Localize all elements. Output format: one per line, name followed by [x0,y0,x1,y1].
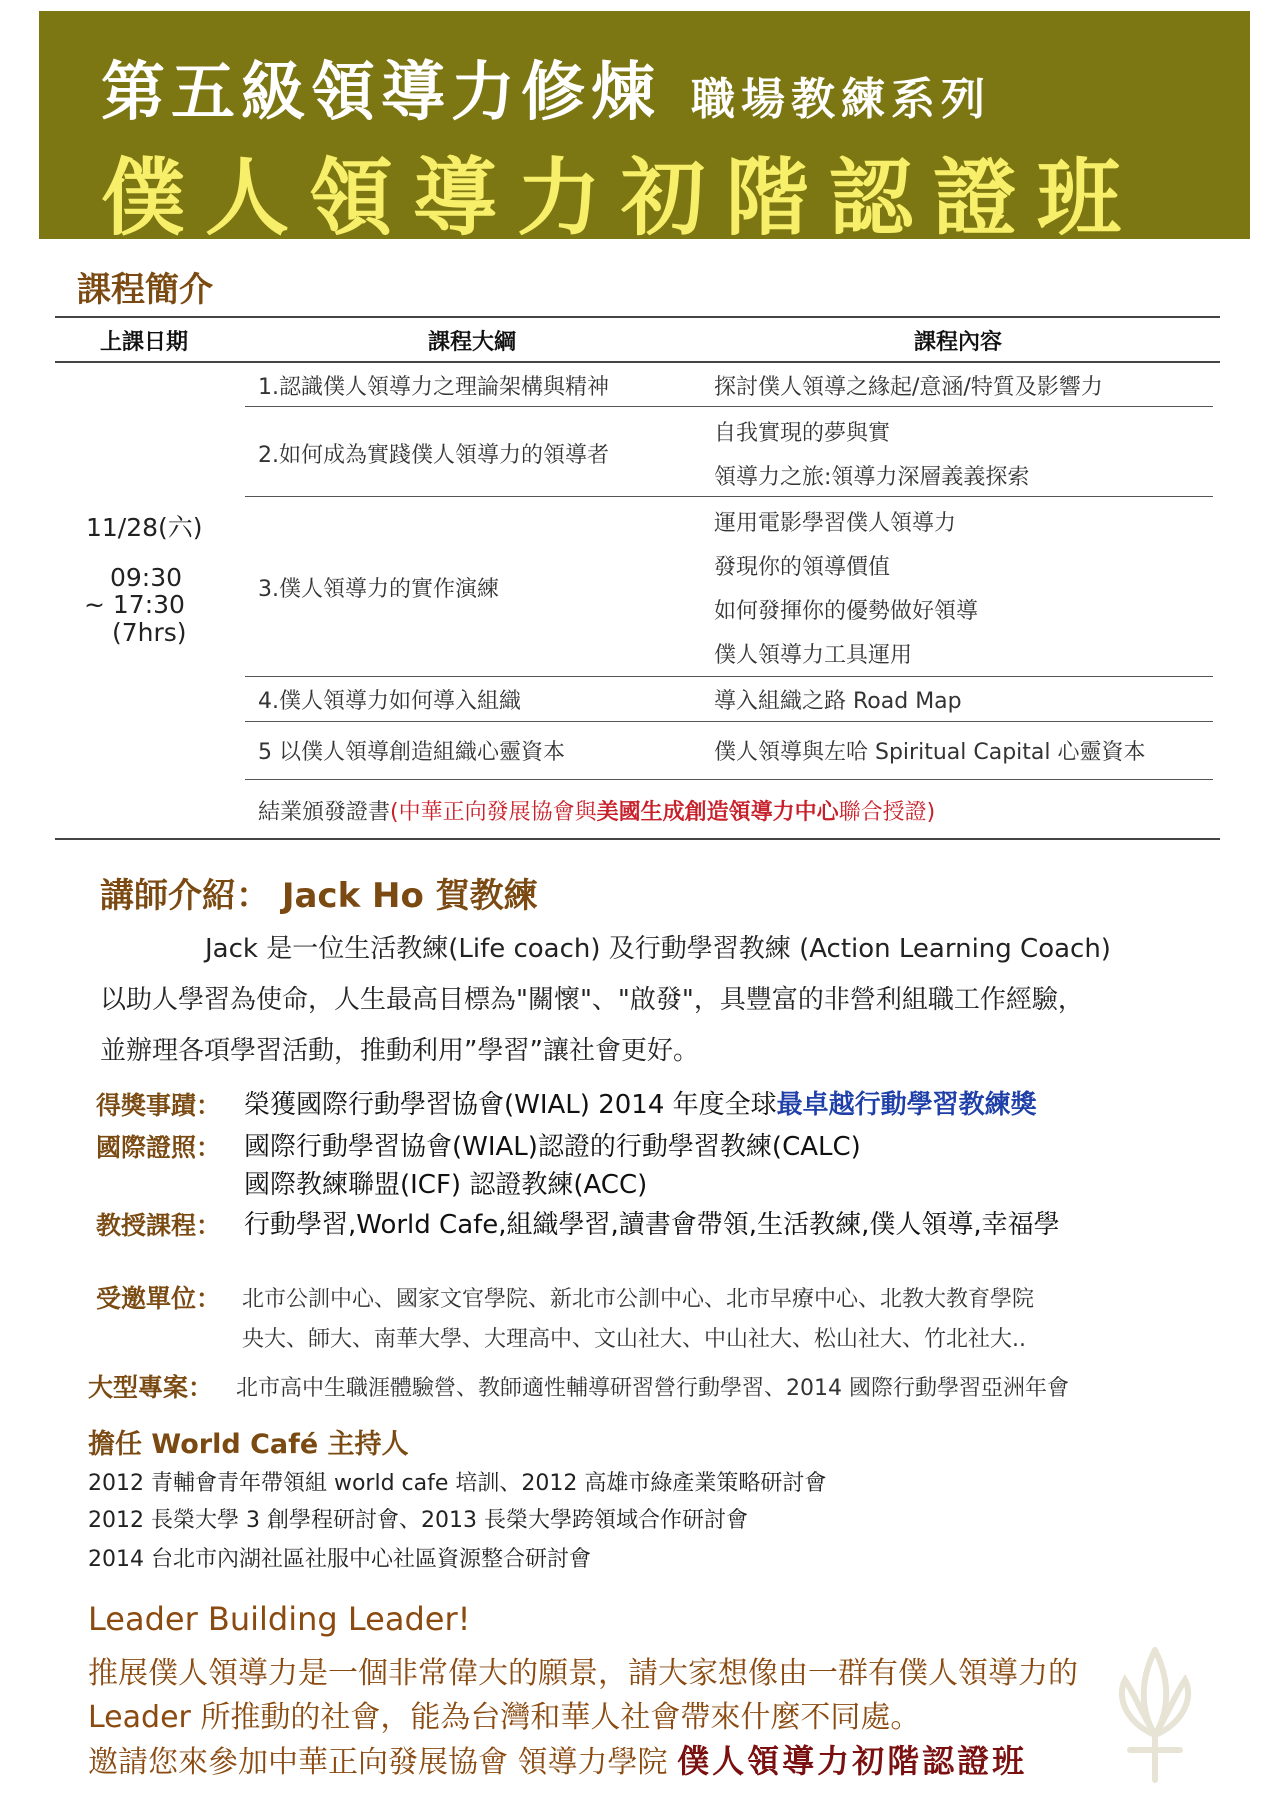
invited-label: 受邀單位： [96,1284,222,1313]
content-row-3-4: 僕人領導力工具運用 [714,643,913,668]
closing-line-2: Leader 所推動的社會，能為台灣和華人社會帶來什麼不同處。 [88,1700,921,1735]
class-date: 11/28(六) [86,513,203,542]
teach-label: 教授課程： [96,1211,222,1240]
closing-course-name: 僕人領導力初階認證班 [677,1742,1028,1780]
class-start-time: 09:30 [110,563,183,592]
cert-line-1: 國際行動學習協會(WIAL)認證的行動學習教練(CALC) [244,1132,861,1162]
outline-row-4: 4.僕人領導力如何導入組織 [258,689,521,714]
outline-row-1: 1.認識僕人領導力之理論架構與精神 [258,375,609,400]
outline-row-5: 5 以僕人領導創造組織心靈資本 [258,740,565,765]
teach-text: 行動學習,World Cafe,組織學習,讀書會帶領,生活教練,僕人領導,幸福學 [244,1210,1060,1240]
content-row-1-1: 探討僕人領導之緣起/意涵/特質及影響力 [714,375,1103,400]
outline-row-2: 2.如何成為實踐僕人領導力的領導者 [258,443,609,468]
outline-row-3: 3.僕人領導力的實作演練 [258,577,499,602]
world-cafe-line-3: 2014 台北市內湖社區社服中心社區資源整合研討會 [88,1547,591,1572]
content-row-2-2: 領導力之旅:領導力深層義義探索 [714,465,1030,490]
content-row-2-1: 自我實現的夢與實 [714,421,891,446]
table-bottom-rule [55,838,1220,840]
row-divider [245,496,1213,497]
header-banner [39,11,1250,247]
content-row-5-1: 僕人領導與左哈 Spiritual Capital 心靈資本 [714,740,1146,765]
bio-line-1: Jack 是一位生活教練(Life coach) 及行動學習教練 (Action Learning Coach) [205,934,1111,964]
content-row-4-1: 導入組織之路 Road Map [714,689,962,714]
cert-label: 國際證照： [96,1133,222,1162]
bio-line-3: 並辦理各項學習活動，推動利用”學習”讓社會更好。 [100,1036,699,1066]
content-row-3-3: 如何發揮你的優勢做好領導 [714,599,979,624]
closing-invite: 邀請您來參加中華正向發展協會 領導力學院 [88,1745,668,1780]
header-date: 上課日期 [100,330,189,355]
certificate-center: 美國生成創造領導力中心 [596,800,839,825]
row-divider [245,676,1213,677]
series-title: 第五級領導力修煉 [101,55,661,130]
certificate-prefix: 結業頒發證書 [258,800,391,825]
award-label: 得獎事蹟： [96,1091,222,1120]
invited-line-1: 北市公訓中心、國家文官學院、新北市公訓中心、北市早療中心、北教大教育學院 [242,1287,1035,1312]
certificate-note [258,795,935,826]
table-top-rule [55,316,1220,318]
award-highlight: 最卓越行動學習教練獎 [776,1090,1037,1120]
closing-headline: Leader Building Leader! [88,1600,471,1638]
closing-line-1: 推展僕人領導力是一個非常偉大的願景，請大家想像由一群有僕人領導力的 [88,1656,1078,1691]
cert-line-2: 國際教練聯盟(ICF) 認證教練(ACC) [244,1170,648,1200]
world-cafe-line-1: 2012 青輔會青年帶領組 world cafe 培訓、2012 高雄市綠產業策略研討會 [88,1471,827,1496]
certificate-open: (中華正向發展協會與 [390,800,597,825]
closing-line-3 [88,1736,1027,1782]
content-row-3-1: 運用電影學習僕人領導力 [714,511,957,536]
invited-line-2: 央大、師大、南華大學、大理高中、文山社大、中山社大、松山社大、竹北社大.. [242,1327,1026,1352]
row-divider [245,721,1213,722]
award-text [244,1084,1037,1121]
header-content: 課程內容 [914,330,1003,355]
project-text: 北市高中生職涯體驗營、教師適性輔導研習營行動學習、2014 國際行動學習亞洲年會 [236,1376,1069,1401]
banner-title-line1 [101,41,991,133]
class-end-time: ~ 17:30 [84,590,185,619]
certificate-close: 聯合授證) [838,800,936,825]
table-header-rule [55,361,1220,363]
row-divider [245,779,1213,780]
content-row-3-2: 發現你的領導價值 [714,555,891,580]
project-label: 大型專案： [88,1373,214,1402]
world-cafe-title: 擔任 World Café 主持人 [88,1429,409,1460]
fleur-ornament-icon [1100,1640,1210,1790]
course-section-title: 課程簡介 [77,270,213,310]
world-cafe-line-2: 2012 長榮大學 3 創學程研討會、2013 長榮大學跨領域合作研討會 [88,1508,748,1533]
course-title: 僕人領導力初階認證班 [101,148,1142,247]
series-subtitle: 職場教練系列 [691,74,991,125]
header-outline: 課程大綱 [428,330,517,355]
bio-line-2: 以助人學習為使命，人生最高目標為"關懷"、"啟發"，具豐富的非營利組職工作經驗， [100,985,1084,1015]
class-hours: (7hrs) [112,618,187,647]
row-divider [245,406,1213,407]
instructor-title: 講師介紹： Jack Ho 賀教練 [100,876,538,916]
award-body: 榮獲國際行動學習協會(WIAL) 2014 年度全球 [244,1090,777,1120]
